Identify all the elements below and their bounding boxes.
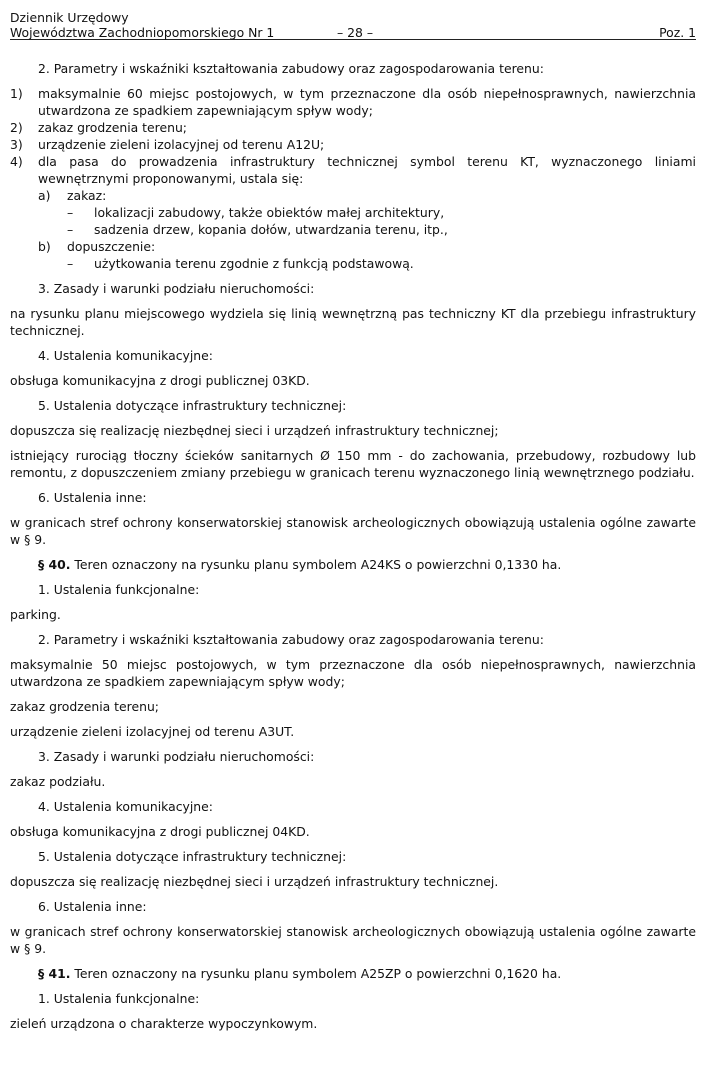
item-number: 3) [10, 137, 23, 152]
dash-text: sadzenia drzew, kopania dołów, utwardzania terenu, itp., [94, 222, 448, 237]
s40-p6-heading: 6. Ustalenia inne: [38, 899, 147, 914]
item-text: urządzenie zieleni izolacyjnej od terenu A12U; [38, 137, 325, 152]
subitem-text: zakaz: [67, 188, 107, 203]
s39-p5-text-1: dopuszcza się realizację niezbędnej sieci i urządzeń infrastruktury technicznej; [10, 423, 499, 438]
header-voivodeship: Województwa Zachodniopomorskiego Nr 1 [10, 25, 275, 40]
subitem-text: dopuszczenie: [67, 239, 156, 254]
s39-dash-item [10, 221, 696, 238]
s39-p4-text: obsługa komunikacyjna z drogi publicznej 03KD. [10, 373, 310, 388]
subitem-letter: b) [38, 239, 51, 254]
subitem-letter: a) [38, 188, 51, 203]
s39-p4-heading: 4. Ustalenia komunikacyjne: [38, 348, 213, 363]
header-position: Poz. 1 [659, 25, 696, 40]
s39-p6-text: w granicach stref ochrony konserwatorskiej stanowisk archeologicznych obowiązują ustalenia ogólne zawarte w § 9. [10, 515, 696, 547]
document-page [10, 8, 696, 1032]
dash-text: użytkowania terenu zgodnie z funkcją podstawową. [94, 256, 414, 271]
s39-item-3 [10, 136, 696, 153]
s40-p2-text-2: zakaz grodzenia terenu; [10, 699, 159, 714]
s39-dash-item [10, 255, 696, 272]
item-number: 1) [10, 86, 23, 101]
s40-p5-text: dopuszcza się realizację niezbędnej sieci i urządzeń infrastruktury technicznej. [10, 874, 499, 889]
s39-p2-heading: 2. Parametry i wskaźniki kształtowania zabudowy oraz zagospodarowania terenu: [38, 61, 544, 76]
s39-p3-text: na rysunku planu miejscowego wydziela się linią wewnętrzną pas techniczny KT dla przebiegu infrastruktury technicznej. [10, 306, 696, 338]
header-page-number: – 28 – [337, 25, 374, 40]
s39-subitem-b [10, 238, 696, 255]
s39-p5-heading: 5. Ustalenia dotyczące infrastruktury technicznej: [38, 398, 347, 413]
header-journal-title: Dziennik Urzędowy [10, 10, 129, 25]
s40-intro [10, 556, 696, 573]
s40-p3-heading: 3. Zasady i warunki podziału nieruchomości: [38, 749, 315, 764]
document-body [10, 40, 696, 1032]
dash-text: lokalizacji zabudowy, także obiektów małej architektury, [94, 205, 445, 220]
s39-dash-item [10, 204, 696, 221]
s40-p2-text-3: urządzenie zieleni izolacyjnej od terenu A3UT. [10, 724, 295, 739]
item-text: maksymalnie 60 miejsc postojowych, w tym przeznaczone dla osób niepełnosprawnych, nawierzchnia utwardzona ze spadkiem zapewniającym spływ wody; [38, 86, 696, 118]
s39-p3-heading: 3. Zasady i warunki podziału nieruchomości: [38, 281, 315, 296]
s39-p6-heading: 6. Ustalenia inne: [38, 490, 147, 505]
item-text: dla pasa do prowadzenia infrastruktury technicznej symbol terenu KT, wyznaczonego liniami wewnętrznymi proponowanymi, ustala się: [38, 154, 696, 186]
section-intro-text: Teren oznaczony na rysunku planu symbolem A25ZP o powierzchni 0,1620 ha. [70, 966, 562, 981]
s40-p6-text: w granicach stref ochrony konserwatorskiej stanowisk archeologicznych obowiązują ustalenia ogólne zawarte w § 9. [10, 924, 696, 956]
section-mark: § 41. [38, 966, 71, 981]
dash-marker: – [67, 205, 74, 220]
dash-marker: – [67, 222, 74, 237]
s39-item-4 [10, 153, 696, 187]
page-header [10, 8, 696, 40]
s41-p1-text: zieleń urządzona o charakterze wypoczynkowym. [10, 1016, 318, 1031]
s40-p1-text: parking. [10, 607, 61, 622]
s40-p4-text: obsługa komunikacyjna z drogi publicznej 04KD. [10, 824, 310, 839]
s40-p4-heading: 4. Ustalenia komunikacyjne: [38, 799, 213, 814]
s40-p2-text-1: maksymalnie 50 miejsc postojowych, w tym przeznaczone dla osób niepełnosprawnych, nawierzchnia utwardzona ze spadkiem zapewniającym spływ wody; [10, 657, 696, 689]
item-number: 4) [10, 154, 23, 169]
item-text: zakaz grodzenia terenu; [38, 120, 187, 135]
s41-intro [10, 965, 696, 982]
s40-p5-heading: 5. Ustalenia dotyczące infrastruktury technicznej: [38, 849, 347, 864]
section-mark: § 40. [38, 557, 71, 572]
item-number: 2) [10, 120, 23, 135]
s40-p3-text: zakaz podziału. [10, 774, 106, 789]
s39-item-1 [10, 85, 696, 119]
s41-p1-heading: 1. Ustalenia funkcjonalne: [38, 991, 200, 1006]
s39-subitem-a [10, 187, 696, 204]
section-intro-text: Teren oznaczony na rysunku planu symbolem A24KS o powierzchni 0,1330 ha. [70, 557, 562, 572]
s40-p2-heading: 2. Parametry i wskaźniki kształtowania zabudowy oraz zagospodarowania terenu: [38, 632, 544, 647]
s40-p1-heading: 1. Ustalenia funkcjonalne: [38, 582, 200, 597]
s39-p5-text-2: istniejący rurociąg tłoczny ścieków sanitarnych Ø 150 mm - do zachowania, przebudowy, rozbudowy lub remontu, z dopuszczeniem zmiany przebiegu w granicach terenu wyznaczonego linią wewnętrznego podziału. [10, 448, 696, 480]
dash-marker: – [67, 256, 74, 271]
s39-item-2 [10, 119, 696, 136]
